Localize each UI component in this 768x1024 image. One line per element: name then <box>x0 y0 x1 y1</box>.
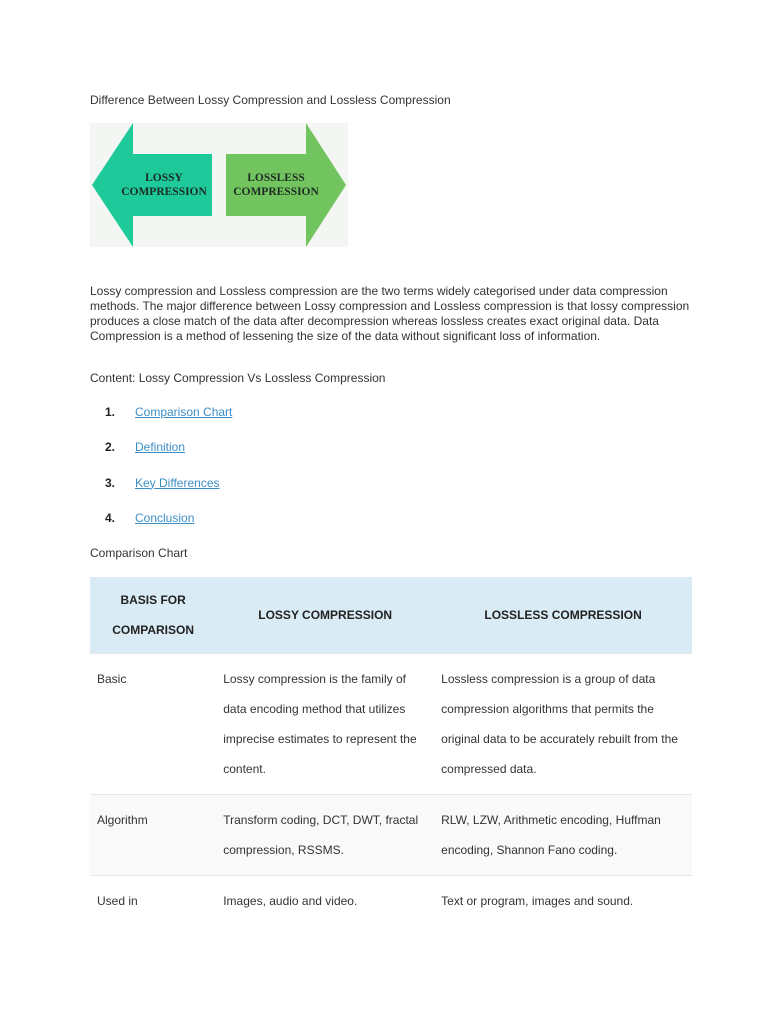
toc-number: 2. <box>105 440 116 455</box>
toc-link-definition[interactable]: Definition <box>135 440 186 455</box>
table-cell: Used in <box>90 876 216 927</box>
hero-left-label-line2: COMPRESSION <box>121 186 207 198</box>
table-header-lossy: LOSSY COMPRESSION <box>216 577 434 654</box>
hero-right-label-line2: COMPRESSION <box>233 186 319 198</box>
toc-number: 3. <box>105 475 116 490</box>
table-cell: Lossless compression is a group of data compression algorithms that permits the original data to be accurately rebuilt from the compressed data. <box>434 654 692 795</box>
table-cell: Images, audio and video. <box>216 876 434 927</box>
toc-link-conclusion[interactable]: Conclusion <box>135 510 195 525</box>
hero-right-label-line1: LOSSLESS <box>247 172 305 184</box>
table-cell: Basic <box>90 654 216 795</box>
table-row <box>90 795 692 876</box>
hero-image <box>90 123 348 247</box>
content-heading: Content: Lossy Compression Vs Lossless Compression <box>90 371 386 385</box>
comparison-chart-heading: Comparison Chart <box>90 546 188 560</box>
table-cell: Text or program, images and sound. <box>434 876 692 927</box>
table-row <box>90 654 692 795</box>
toc-number: 4. <box>105 510 116 525</box>
toc-link-key-differences[interactable]: Key Differences <box>135 475 220 490</box>
intro-paragraph: Lossy compression and Lossless compression are the two terms widely categorised under data compression methods. The major difference between Lossy compression and Lossless compression is that lossy compression produces a close match of the data after decompression whereas lossless creates exact original data. Data Compression is a method of lessening the size of the data without significant loss of information. <box>90 284 690 343</box>
table-cell: Transform coding, DCT, DWT, fractal compression, RSSMS. <box>216 795 434 876</box>
table-row <box>90 876 692 927</box>
toc-link-comparison-chart[interactable]: Comparison Chart <box>135 405 233 419</box>
hero-left-label-line1: LOSSY <box>145 172 183 184</box>
table-header-basis: BASIS FOR COMPARISON <box>90 577 216 654</box>
comparison-table <box>90 577 692 926</box>
table-cell: Lossy compression is the family of data encoding method that utilizes imprecise estimates to represent the content. <box>216 654 434 795</box>
table-cell: Algorithm <box>90 795 216 876</box>
page-title: Difference Between Lossy Compression and Lossless Compression <box>90 93 451 107</box>
table-cell: RLW, LZW, Arithmetic encoding, Huffman encoding, Shannon Fano coding. <box>434 795 692 876</box>
toc-number: 1. <box>105 405 116 419</box>
right-arrow-icon <box>226 123 346 247</box>
left-arrow-icon <box>92 123 212 247</box>
table-header-lossless: LOSSLESS COMPRESSION <box>434 577 692 654</box>
table-header-row <box>90 577 692 654</box>
